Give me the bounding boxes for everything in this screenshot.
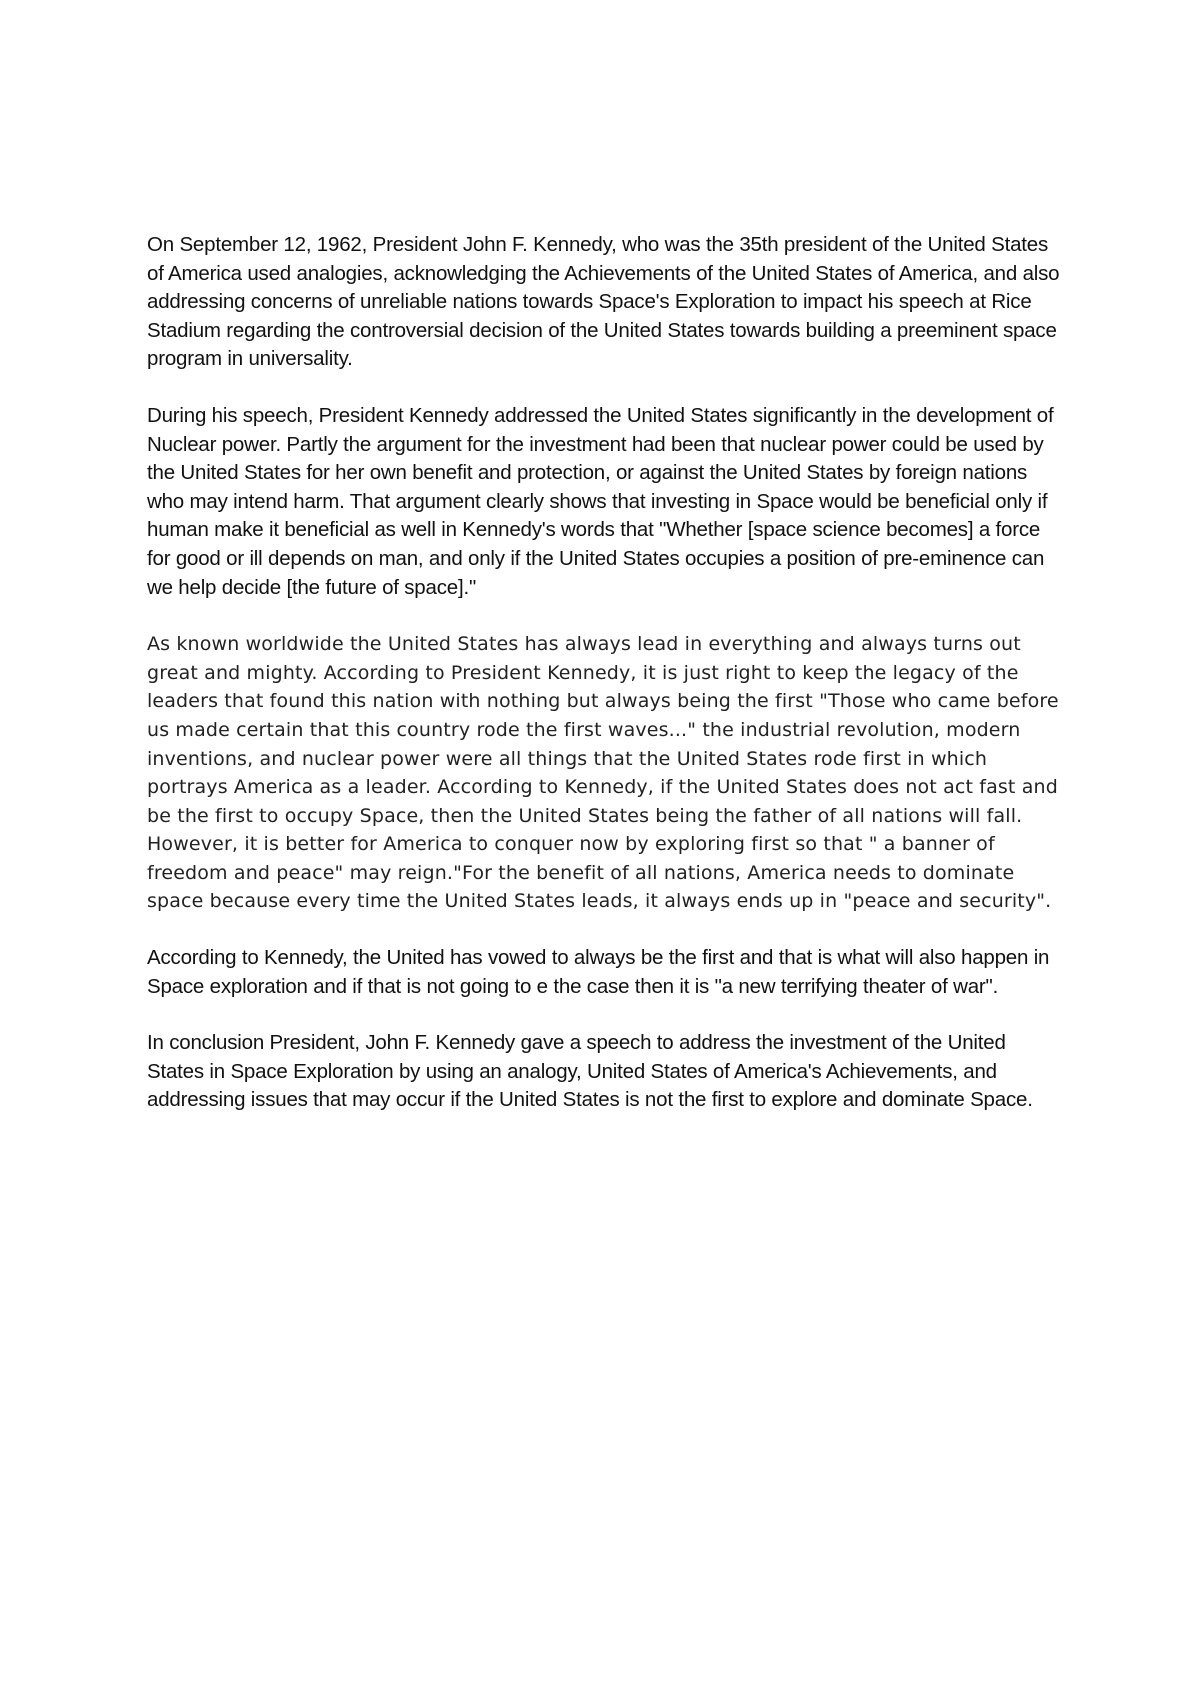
paragraph-leadership: As known worldwide the United States has always lead in everything and always turns out great and mighty. According to President Kennedy, it is just right to keep the legacy of the leaders that found this nation with nothing but always being the first "Those who came before us made certain that this country rode the first waves..." the industrial revolution, modern inventions, and nuclear power were all things that the United States rode first in which portrays America as a leader. According to Kennedy, if the United States does not act fast and be the first to occupy Space, then the United States being the father of all nations will fall. However, it is better for America to conquer now by exploring first so that " a banner of freedom and peace" may reign."For the benefit of all nations, America needs to dominate space because every time the United States leads, it always ends up in "peace and security". bbox=[147, 633, 1059, 913]
paragraph-first-in-space: According to Kennedy, the United has vowed to always be the first and that is what will also happen in Space exploration and if that is not going to e the case then it is "a new terrifying theater of war". bbox=[147, 946, 1050, 998]
paragraph-nuclear-power: During his speech, President Kennedy addressed the United States significantly in the development of Nuclear power. Partly the argument for the investment had been that nuclear power could be used by the United States for her own benefit and protection, or against the United States by foreign nations who may intend harm. That argument clearly shows that investing in Space would be beneficial only if human make it beneficial as well in Kennedy's words that "Whether [space science becomes] a force for good or ill depends on man, and only if the United States occupies a position of pre-eminence can we help decide [the future of space]." bbox=[147, 403, 1054, 599]
document-body bbox=[147, 231, 1067, 1115]
paragraph-introduction: On September 12, 1962, President John F. Kennedy, who was the 35th president of the United States of America used analogies, acknowledging the Achievements of the United States of America, and also addressing concerns of unreliable nations towards Space's Exploration to impact his speech at Rice Stadium regarding the controversial decision of the United States towards building a preeminent space program in universality. bbox=[147, 233, 1060, 371]
paragraph-conclusion: In conclusion President, John F. Kennedy gave a speech to address the investment of the United States in Space Exploration by using an analogy, United States of America's Achievements, and addressing issues that may occur if the United States is not the first to explore and dominate Space. bbox=[147, 1031, 1033, 1112]
